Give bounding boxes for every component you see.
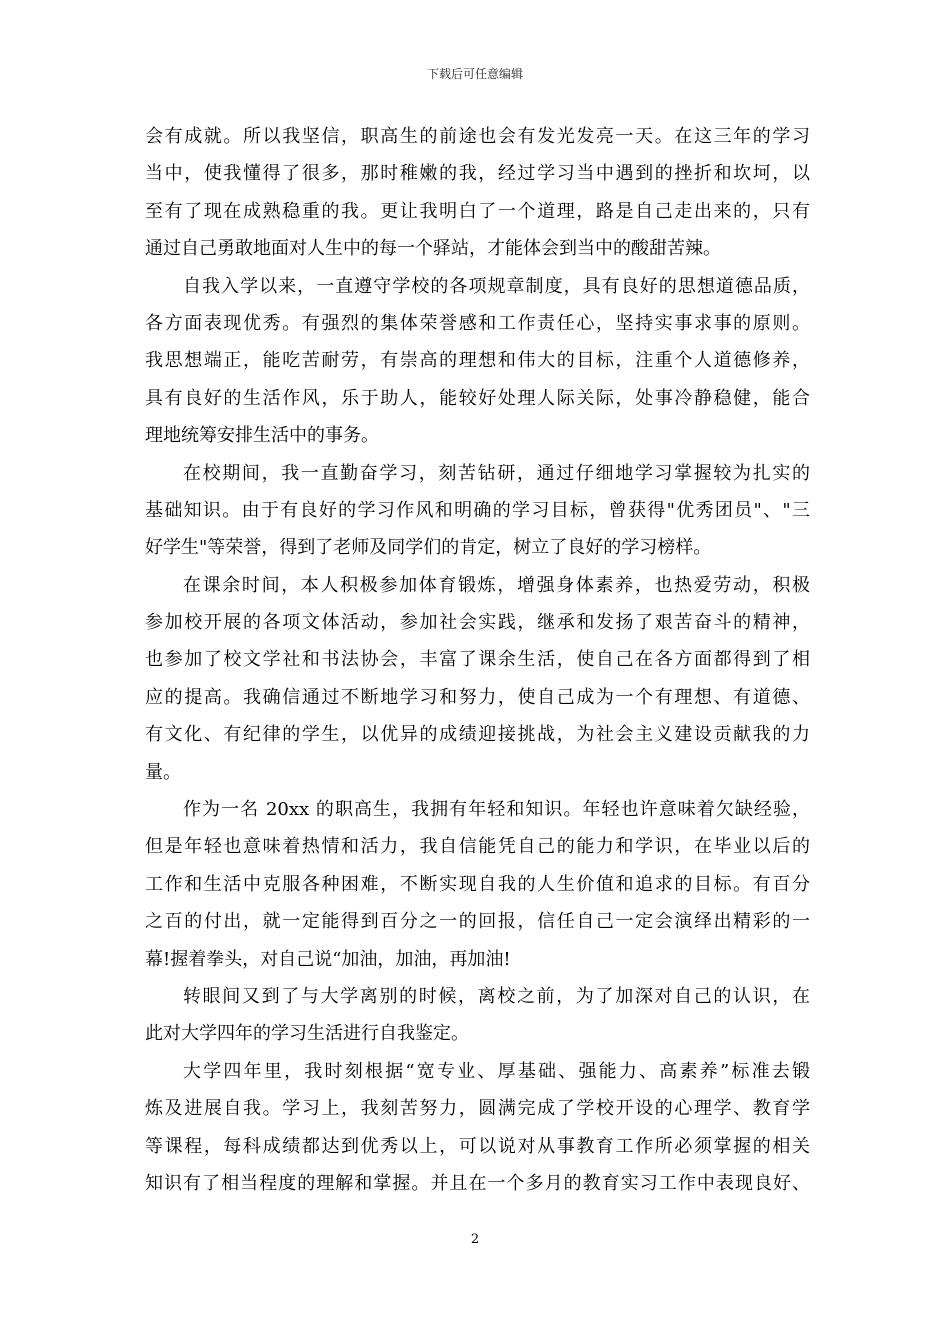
text-line: 转眼间又到了与大学离别的时候，离校之前，为了加深对自己的认识，在	[183, 985, 810, 1007]
text-line: 基础知识。由于有良好的学习作风和明确的学习目标，曾获得"优秀团员"、"三	[145, 499, 810, 521]
paragraph	[145, 791, 810, 978]
paragraph	[145, 455, 810, 567]
paragraph	[145, 118, 810, 268]
text-line: 但是年轻也意味着热情和活力，我自信能凭自己的能力和学识，在毕业以后的	[145, 836, 810, 858]
page-number: 2	[470, 1232, 480, 1247]
text-line: 知识有了相当程度的理解和掌握。并且在一个多月的教育实习工作中表现良好、	[145, 1172, 810, 1194]
paragraph	[145, 978, 810, 1053]
text-line: 我思想端正，能吃苦耐劳，有崇高的理想和伟大的目标，注重个人道德修养，	[145, 350, 810, 372]
text-line: 好学生"等荣誉，得到了老师及同学们的肯定，树立了良好的学习榜样。	[145, 537, 712, 559]
text-line: 量。	[145, 761, 181, 783]
text-line: 大学四年里，我时刻根据“宽专业、厚基础、强能力、高素养”标准去锻	[183, 1060, 810, 1082]
paragraph	[145, 1053, 810, 1203]
text-line: 参加校开展的各项文体活动，参加社会实践，继承和发扬了艰苦奋斗的精神，	[145, 612, 810, 634]
text-line: 有文化、有纪律的学生，以优异的成绩迎接挑战，为社会主义建设贡献我的力	[145, 724, 810, 746]
document-body	[145, 118, 810, 1202]
text-line: 具有良好的生活作风，乐于助人，能较好处理人际关际，处事冷静稳健，能合	[145, 387, 810, 409]
text-line: 通过自己勇敢地面对人生中的每一个驿站，才能体会到当中的酸甜苦辣。	[145, 238, 721, 260]
text-line: 此对大学四年的学习生活进行自我鉴定。	[145, 1023, 469, 1045]
text-line: 当中，使我懂得了很多，那时稚嫩的我，经过学习当中遇到的挫折和坎坷，以	[145, 163, 810, 185]
text-line: 会有成就。所以我坚信，职高生的前途也会有发光发亮一天。在这三年的学习	[145, 126, 810, 147]
text-line: 理地统筹安排生活中的事务。	[145, 425, 379, 447]
page-header: 下载后可任意编辑	[426, 67, 523, 81]
text-line: 自我入学以来，一直遵守学校的各项规章制度，具有良好的思想道德品质，	[183, 275, 810, 297]
text-line: 等课程，每科成绩都达到优秀以上，可以说对从事教育工作所必须掌握的相关	[145, 1135, 810, 1157]
text-line: 工作和生活中克服各种困难，不断实现自我的人生价值和追求的目标。有百分	[145, 873, 810, 895]
text-line: 也参加了校文学社和书法协会，丰富了课余生活，使自己在各方面都得到了相	[145, 649, 810, 671]
text-line: 幕!握着拳头，对自己说“加油，加油，再加油!	[145, 948, 511, 970]
text-line: 在校期间，我一直勤奋学习，刻苦钻研，通过仔细地学习掌握较为扎实的	[183, 462, 810, 484]
text-line: 炼及进展自我。学习上，我刻苦努力，圆满完成了学校开设的心理学、教育学	[145, 1098, 810, 1120]
paragraph	[145, 567, 810, 791]
text-line: 之百的付出，就一定能得到百分之一的回报，信任自己一定会演绎出精彩的一	[145, 911, 810, 933]
text-line: 至有了现在成熟稳重的我。更让我明白了一个道理，路是自己走出来的，只有	[145, 200, 810, 222]
text-line: 作为一名 20xx 的职高生，我拥有年轻和知识。年轻也许意味着欠缺经验，	[183, 799, 810, 821]
text-line: 各方面表现优秀。有强烈的集体荣誉感和工作责任心，坚持实事求事的原则。	[145, 312, 810, 334]
text-line: 在课余时间，本人积极参加体育锻炼，增强身体素养，也热爱劳动，积极	[183, 574, 810, 596]
paragraph	[145, 268, 810, 455]
text-line: 应的提高。我确信通过不断地学习和努力，使自己成为一个有理想、有道德、	[145, 686, 810, 708]
